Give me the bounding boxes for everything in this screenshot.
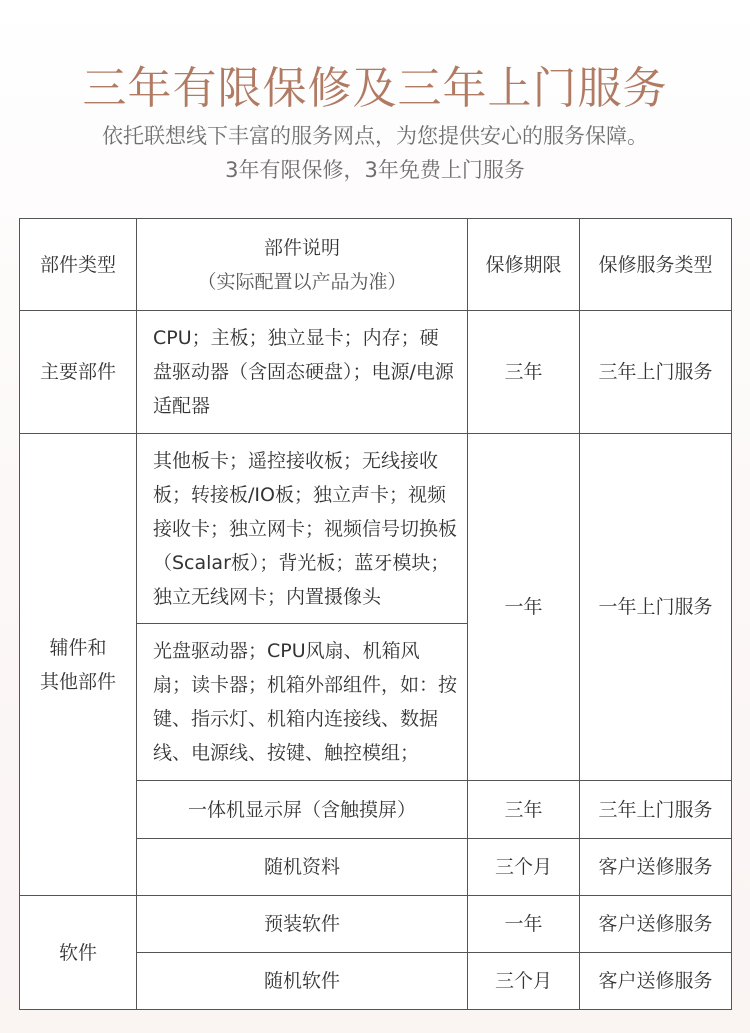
table-row xyxy=(20,896,732,953)
header-part-desc-note: （实际配置以产品为准） xyxy=(197,270,407,293)
row-type-main: 主要部件 xyxy=(20,311,137,434)
row-period-aio: 三年 xyxy=(468,781,580,839)
header-part-type: 部件类型 xyxy=(20,219,137,311)
header-service-type: 保修服务类型 xyxy=(580,219,732,311)
page-title: 三年有限保修及三年上门服务 xyxy=(82,63,668,114)
header-warranty-period: 保修期限 xyxy=(468,219,580,311)
row-service-aux: 一年上门服务 xyxy=(580,434,732,781)
row-service-docs: 客户送修服务 xyxy=(580,839,732,896)
header-part-desc-label: 部件说明 xyxy=(263,236,340,259)
row-desc-bundled: 随机软件 xyxy=(137,953,468,1010)
row-period-main: 三年 xyxy=(468,311,580,434)
subtitle-line-1: 依托联想线下丰富的服务网点，为您提供安心的服务保障。 xyxy=(102,124,648,148)
row-desc-preinstalled: 预装软件 xyxy=(137,896,468,953)
row-service-aio: 三年上门服务 xyxy=(580,781,732,839)
row-desc-aux-1: 其他板卡；遥控接收板；无线接收板；转接板/IO板；独立声卡；视频接收卡；独立网卡；视频信号切换板（Scalar板）；背光板；蓝牙模块；独立无线网卡；内置摄像头 xyxy=(137,434,468,624)
row-service-main: 三年上门服务 xyxy=(580,311,732,434)
row-desc-aio: 一体机显示屏（含触摸屏） xyxy=(137,781,468,839)
row-type-software: 软件 xyxy=(20,896,137,1010)
subtitle-line-2: 3年有限保修，3年免费上门服务 xyxy=(225,158,525,182)
row-period-aux: 一年 xyxy=(468,434,580,781)
row-service-bundled: 客户送修服务 xyxy=(580,953,732,1010)
header-part-desc xyxy=(137,219,468,311)
row-desc-main: CPU；主板；独立显卡；内存；硬盘驱动器（含固态硬盘）；电源/电源适配器 xyxy=(137,311,468,434)
table-header-row xyxy=(20,219,732,311)
row-period-preinstalled: 一年 xyxy=(468,896,580,953)
table-row xyxy=(20,311,732,434)
table-row xyxy=(20,434,732,624)
row-desc-docs: 随机资料 xyxy=(137,839,468,896)
row-period-docs: 三个月 xyxy=(468,839,580,896)
warranty-table xyxy=(19,218,732,1010)
row-desc-aux-2: 光盘驱动器；CPU风扇、机箱风扇；读卡器；机箱外部组件，如：按键、指示灯、机箱内连接线、数据线、电源线、按键、触控模组； xyxy=(137,624,468,781)
row-type-aux-line1: 辅件和 xyxy=(49,636,107,659)
row-service-preinstalled: 客户送修服务 xyxy=(580,896,732,953)
row-period-bundled: 三个月 xyxy=(468,953,580,1010)
row-type-aux-line2: 其他部件 xyxy=(39,670,116,693)
row-type-aux xyxy=(20,434,137,896)
